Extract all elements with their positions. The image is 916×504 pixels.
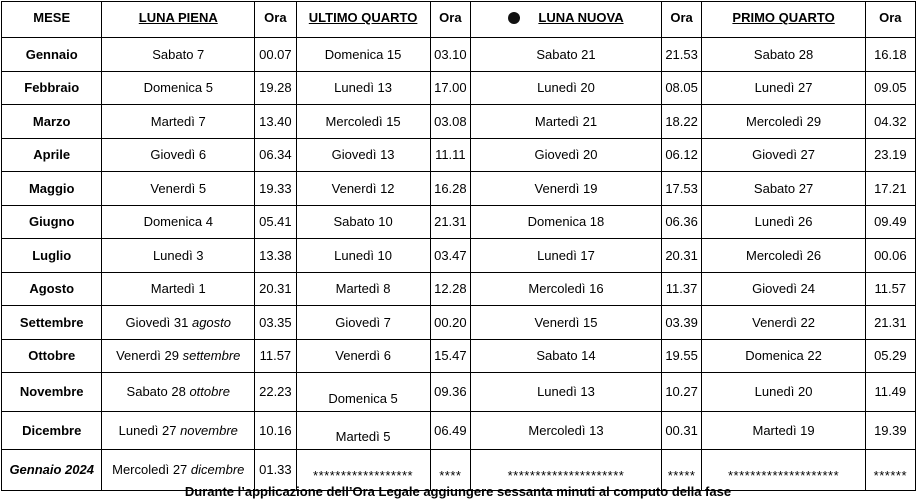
luna-piena-day: Venerdì 5 — [150, 180, 207, 196]
luna-piena-day: Martedì 7 — [150, 113, 206, 129]
header-luna-nuova — [471, 2, 661, 38]
luna-nuova-cell: Mercoledì 13 — [471, 411, 661, 450]
luna-piena-prev-month: ottobre — [189, 384, 230, 400]
primo-quarto-time: 23.19 — [865, 138, 915, 172]
luna-piena-day: Lunedì 27 — [118, 422, 177, 438]
luna-piena-cell — [102, 138, 255, 172]
table-row — [2, 71, 916, 105]
primo-quarto-cell: Giovedì 27 — [702, 138, 865, 172]
luna-piena-time: 13.38 — [255, 239, 297, 273]
ultimo-quarto-cell: Domenica 5 — [296, 373, 430, 412]
primo-quarto-cell: Lunedì 27 — [702, 71, 865, 105]
luna-piena-day: Giovedì 6 — [150, 147, 207, 163]
primo-quarto-time: 05.29 — [865, 339, 915, 373]
luna-nuova-time: 08.05 — [661, 71, 702, 105]
luna-piena-cell — [102, 172, 255, 206]
primo-quarto-time: 09.05 — [865, 71, 915, 105]
ultimo-quarto-time: 03.47 — [430, 239, 471, 273]
ultimo-quarto-time: 17.00 — [430, 71, 471, 105]
luna-piena-time: 11.57 — [255, 339, 297, 373]
luna-piena-day: Mercoledì 27 — [112, 462, 188, 478]
primo-quarto-time: 04.32 — [865, 105, 915, 139]
header-ora-3: Ora — [661, 2, 702, 38]
table-row — [2, 172, 916, 206]
luna-piena-time: 20.31 — [255, 272, 297, 306]
month-cell: Novembre — [2, 373, 102, 412]
primo-quarto-time: 11.49 — [865, 373, 915, 412]
luna-piena-day: Giovedì 31 — [125, 314, 189, 330]
month-cell: Marzo — [2, 105, 102, 139]
moon-phases-table — [1, 1, 916, 491]
table-row — [2, 272, 916, 306]
luna-piena-cell — [102, 373, 255, 412]
luna-nuova-time: ***** — [661, 450, 702, 491]
luna-piena-time: 00.07 — [255, 38, 297, 72]
luna-piena-cell — [102, 272, 255, 306]
month-cell: Gennaio — [2, 38, 102, 72]
luna-piena-day: Venerdì 29 — [116, 348, 179, 364]
table-row — [2, 105, 916, 139]
table-row — [2, 339, 916, 373]
primo-quarto-time: ****** — [865, 450, 915, 491]
ultimo-quarto-cell: Mercoledì 15 — [296, 105, 430, 139]
ultimo-quarto-time: 09.36 — [430, 373, 471, 412]
luna-nuova-time: 06.12 — [661, 138, 702, 172]
primo-quarto-cell: Sabato 27 — [702, 172, 865, 206]
luna-piena-cell — [102, 306, 255, 340]
ultimo-quarto-time: 00.20 — [430, 306, 471, 340]
month-cell: Aprile — [2, 138, 102, 172]
month-cell: Ottobre — [2, 339, 102, 373]
header-ora-2: Ora — [430, 2, 471, 38]
luna-nuova-time: 10.27 — [661, 373, 702, 412]
luna-piena-day: Sabato 28 — [126, 384, 186, 400]
luna-nuova-time: 20.31 — [661, 239, 702, 273]
luna-nuova-time: 18.22 — [661, 105, 702, 139]
primo-quarto-cell: Lunedì 20 — [702, 373, 865, 412]
luna-piena-cell — [102, 411, 255, 450]
month-cell: Maggio — [2, 172, 102, 206]
luna-piena-time: 01.33 — [255, 450, 297, 491]
month-cell: Febbraio — [2, 71, 102, 105]
luna-nuova-cell: ********************* — [471, 450, 661, 491]
ultimo-quarto-cell: Domenica 15 — [296, 38, 430, 72]
luna-nuova-time: 21.53 — [661, 38, 702, 72]
ultimo-quarto-time: **** — [430, 450, 471, 491]
ultimo-quarto-time: 16.28 — [430, 172, 471, 206]
month-cell: Giugno — [2, 205, 102, 239]
luna-piena-time: 03.35 — [255, 306, 297, 340]
luna-piena-cell — [102, 71, 255, 105]
ultimo-quarto-cell: Sabato 10 — [296, 205, 430, 239]
luna-piena-time: 13.40 — [255, 105, 297, 139]
luna-piena-time: 19.33 — [255, 172, 297, 206]
header-ora-4: Ora — [865, 2, 915, 38]
luna-piena-prev-month: agosto — [191, 314, 232, 330]
new-moon-icon — [508, 12, 520, 24]
luna-piena-prev-month: settembre — [182, 348, 241, 364]
primo-quarto-time: 16.18 — [865, 38, 915, 72]
luna-piena-day: Martedì 1 — [150, 281, 206, 297]
luna-piena-prev-month: novembre — [180, 422, 238, 438]
luna-nuova-cell: Martedì 21 — [471, 105, 661, 139]
month-cell: Settembre — [2, 306, 102, 340]
luna-nuova-cell: Giovedì 20 — [471, 138, 661, 172]
luna-nuova-time: 11.37 — [661, 272, 702, 306]
header-primo-quarto: PRIMO QUARTO — [702, 2, 865, 38]
footer-note: Durante l’applicazione dell’Ora Legale aggiungere sessanta minuti al computo della fase — [184, 484, 732, 499]
table-row — [2, 138, 916, 172]
luna-nuova-cell: Sabato 14 — [471, 339, 661, 373]
month-cell: Gennaio 2024 — [2, 450, 102, 491]
primo-quarto-cell: Mercoledì 26 — [702, 239, 865, 273]
luna-nuova-cell: Venerdì 15 — [471, 306, 661, 340]
table-row — [2, 38, 916, 72]
ultimo-quarto-cell: Giovedì 7 — [296, 306, 430, 340]
ultimo-quarto-cell: Lunedì 13 — [296, 71, 430, 105]
ultimo-quarto-time: 03.08 — [430, 105, 471, 139]
ultimo-quarto-time: 15.47 — [430, 339, 471, 373]
ultimo-quarto-time: 11.11 — [430, 138, 471, 172]
luna-piena-cell — [102, 205, 255, 239]
table-row — [2, 411, 916, 450]
luna-piena-time: 06.34 — [255, 138, 297, 172]
luna-piena-cell — [102, 239, 255, 273]
primo-quarto-time: 00.06 — [865, 239, 915, 273]
primo-quarto-time: 19.39 — [865, 411, 915, 450]
luna-nuova-cell: Domenica 18 — [471, 205, 661, 239]
luna-nuova-cell: Sabato 21 — [471, 38, 661, 72]
luna-piena-cell — [102, 38, 255, 72]
header-row — [2, 2, 916, 38]
ultimo-quarto-cell: Lunedì 10 — [296, 239, 430, 273]
luna-piena-cell — [102, 105, 255, 139]
luna-piena-day: Domenica 4 — [143, 214, 213, 230]
ultimo-quarto-time: 21.31 — [430, 205, 471, 239]
luna-piena-time: 10.16 — [255, 411, 297, 450]
luna-piena-day: Sabato 7 — [152, 46, 205, 62]
ultimo-quarto-time: 06.49 — [430, 411, 471, 450]
luna-piena-time: 05.41 — [255, 205, 297, 239]
luna-nuova-time: 03.39 — [661, 306, 702, 340]
luna-nuova-time: 06.36 — [661, 205, 702, 239]
ultimo-quarto-cell: Martedì 8 — [296, 272, 430, 306]
table-row — [2, 205, 916, 239]
header-mese: MESE — [2, 2, 102, 38]
luna-piena-cell — [102, 339, 255, 373]
luna-nuova-time: 00.31 — [661, 411, 702, 450]
primo-quarto-time: 21.31 — [865, 306, 915, 340]
ultimo-quarto-cell: ****************** — [296, 450, 430, 491]
primo-quarto-cell: Lunedì 26 — [702, 205, 865, 239]
luna-nuova-cell: Lunedì 17 — [471, 239, 661, 273]
month-cell: Dicembre — [2, 411, 102, 450]
luna-nuova-cell: Lunedì 13 — [471, 373, 661, 412]
luna-piena-day: Domenica 5 — [143, 80, 213, 96]
primo-quarto-cell: Giovedì 24 — [702, 272, 865, 306]
primo-quarto-cell: Martedì 19 — [702, 411, 865, 450]
header-ultimo-quarto: ULTIMO QUARTO — [296, 2, 430, 38]
luna-piena-day: Lunedì 3 — [152, 247, 204, 263]
luna-nuova-cell: Lunedì 20 — [471, 71, 661, 105]
month-cell: Agosto — [2, 272, 102, 306]
primo-quarto-time: 09.49 — [865, 205, 915, 239]
primo-quarto-cell: Mercoledì 29 — [702, 105, 865, 139]
header-ora-1: Ora — [255, 2, 297, 38]
luna-piena-time: 19.28 — [255, 71, 297, 105]
primo-quarto-cell: Sabato 28 — [702, 38, 865, 72]
primo-quarto-time: 11.57 — [865, 272, 915, 306]
ultimo-quarto-cell: Martedì 5 — [296, 411, 430, 450]
luna-nuova-time: 17.53 — [661, 172, 702, 206]
luna-piena-time: 22.23 — [255, 373, 297, 412]
luna-nuova-cell: Mercoledì 16 — [471, 272, 661, 306]
table-row — [2, 373, 916, 412]
month-cell: Luglio — [2, 239, 102, 273]
primo-quarto-cell: Domenica 22 — [702, 339, 865, 373]
ultimo-quarto-time: 03.10 — [430, 38, 471, 72]
table-row — [2, 239, 916, 273]
ultimo-quarto-cell: Venerdì 12 — [296, 172, 430, 206]
ultimo-quarto-time: 12.28 — [430, 272, 471, 306]
primo-quarto-cell: Venerdì 22 — [702, 306, 865, 340]
luna-nuova-cell: Venerdì 19 — [471, 172, 661, 206]
primo-quarto-cell: ******************** — [702, 450, 865, 491]
header-luna-piena: LUNA PIENA — [102, 2, 255, 38]
header-luna-nuova-label: LUNA NUOVA — [538, 10, 624, 25]
primo-quarto-time: 17.21 — [865, 172, 915, 206]
ultimo-quarto-cell: Venerdì 6 — [296, 339, 430, 373]
table-row — [2, 306, 916, 340]
luna-nuova-time: 19.55 — [661, 339, 702, 373]
ultimo-quarto-cell: Giovedì 13 — [296, 138, 430, 172]
luna-piena-prev-month: dicembre — [190, 462, 245, 478]
